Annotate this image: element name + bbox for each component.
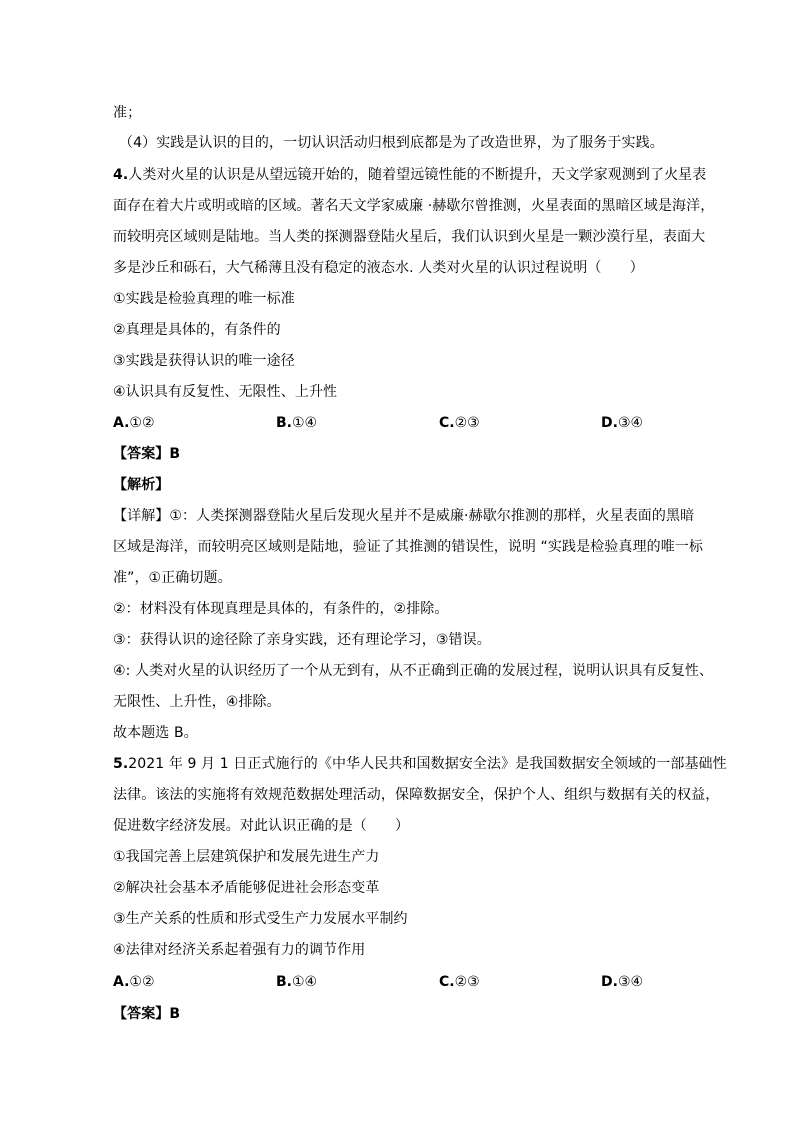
statement-item: ③实践是获得认识的唯一途径	[113, 353, 295, 369]
question-text-line: 法律。该法的实施将有效规范数据处理活动，保障数据安全，保护个人、组织与数据有关的权益，	[113, 787, 720, 803]
explanation-line: 无限性、上升性，④排除。	[113, 694, 281, 710]
statement-item: ④认识具有反复性、无限性、上升性	[113, 384, 338, 400]
option-a: A.①②	[113, 974, 155, 990]
question-text-line: 面存在着大片或明或暗的区域。著名天文学家威廉 ·赫歇尔曾推测，火星表面的黑暗区域是海洋，	[113, 198, 715, 214]
option-c: C.②③	[439, 415, 480, 431]
question-text-line: 而较明亮区域则是陆地。当人类的探测器登陆火星后，我们认识到火星是一颗沙漠行星，表面大	[113, 229, 706, 245]
explanation-line: 区域是海洋，而较明亮区域则是陆地，验证了其推测的错误性，说明 “实践是检验真理的唯一标	[113, 539, 704, 555]
answer-options	[113, 972, 673, 992]
explanation-line: 故本题选 B。	[113, 725, 198, 741]
option-d: D.③④	[601, 415, 644, 431]
answer-label: 【答案】B	[113, 446, 181, 462]
answer-options	[113, 413, 673, 433]
statement-item: ④法律对经济关系起着强有力的调节作用	[113, 942, 366, 958]
explanation-line: 【详解】①：人类探测器登陆火星后发现火星并不是威廉·赫歇尔推测的那样，火星表面的黑暗	[113, 508, 695, 524]
statement-item: ②解决社会基本矛盾能够促进社会形态变革	[113, 880, 380, 896]
question-5-line	[113, 754, 727, 774]
answer-label: 【答案】B	[113, 1006, 181, 1022]
explanation-line: ③：获得认识的途径除了亲身实践，还有理论学习，③错误。	[113, 632, 491, 648]
statement-item: ①实践是检验真理的唯一标准	[113, 291, 295, 307]
question-text: 2021 年 9 月 1 日正式施行的《中华人民共和国数据安全法》是我国数据安全领域的一部基础性	[128, 756, 727, 772]
option-b: B.①④	[276, 974, 318, 990]
question-number: 5.	[113, 756, 129, 772]
option-d: D.③④	[601, 974, 644, 990]
statement-item: ②真理是具体的，有条件的	[113, 322, 281, 338]
option-b: B.①④	[276, 415, 318, 431]
analysis-label: 【解析】	[113, 477, 170, 493]
explanation-line: ②：材料没有体现真理是具体的，有条件的，②排除。	[113, 601, 449, 617]
explanation-line: 准”，①正确切题。	[113, 570, 232, 586]
statement-item: ①我国完善上层建筑保护和发展先进生产力	[113, 849, 380, 865]
question-text-line: 促进数字经济发展。对此认识正确的是（ ）	[113, 818, 410, 834]
text-line: 准；	[113, 105, 142, 121]
question-number: 4.	[113, 167, 129, 183]
statement-item: ③生产关系的性质和形式受生产力发展水平制约	[113, 911, 408, 927]
text-line: （4）实践是认识的目的，一切认识活动归根到底都是为了改造世界，为了服务于实践。	[119, 135, 664, 151]
explanation-line: ④: 人类对火星的认识经历了一个从无到有，从不正确到正确的发展过程，说明认识具有反复性、	[113, 663, 714, 679]
option-c: C.②③	[439, 974, 480, 990]
question-text-line: 多是沙丘和砾石，大气稀薄且没有稳定的液态水. 人类对火星的认识过程说明（ ）	[113, 260, 644, 276]
question-4-line	[113, 165, 707, 185]
question-text: 人类对火星的认识是从望远镜开始的，随着望远镜性能的不断提升，天文学家观测到了火星表	[128, 167, 707, 183]
option-a: A.①②	[113, 415, 155, 431]
